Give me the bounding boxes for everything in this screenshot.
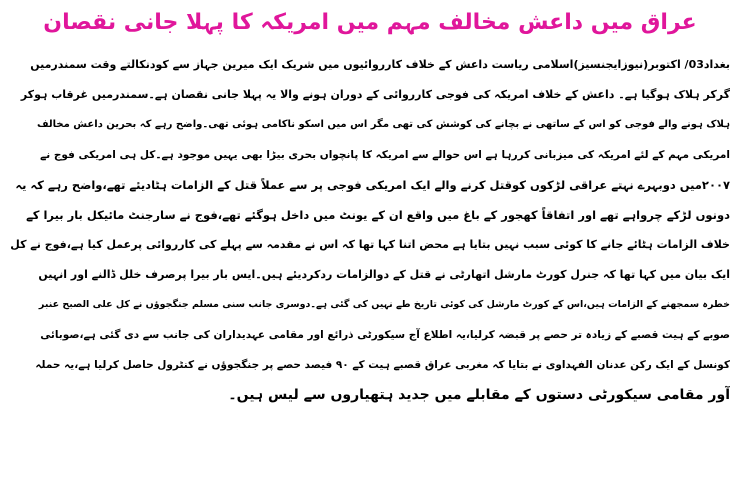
article-line: گرکر ہلاک ہوگیا ہے۔ داعش کے خلاف امریکہ کی فوجی کارروائی کے دوران ہونے والا یہ پہلا جانی نقصان ہے۔سمندرمیں غرقاب ہوکر <box>20 88 730 101</box>
article-line: ایک بیان میں کہا تھا کہ جنرل کورٹ مارشل اتھارٹی نے قتل کے دوالزامات ردکردیئے ہیں۔ایس بار بیرا پرصرف خلل ڈالنے اور انہیں <box>38 268 730 281</box>
article-line: ۲۰۰۷میں دوبہرے نہتے عراقی لڑکوں کوقتل کرنے والے ایک امریکی فوجی پر سے عملاً قتل کے الزامات ہٹادیئے تھے،واضح رہے کہ یہ <box>15 178 730 192</box>
article-line: ہلاک ہونے والے فوجی کو اس کے ساتھی نے بچانے کی کوشش کی تھی مگر اس میں اسکو ناکامی ہوئی تھی۔واضح رہے کہ بحرین داعش مخالف <box>37 119 730 130</box>
article-headline: عراق میں داعش مخالف مہم میں امریکہ کا پہلا جانی نقصان <box>43 10 697 35</box>
article-line: خلاف الزامات ہٹائے جانے کا کوئی سبب نہیں بتایا ہے محض اتنا کہا تھا کہ اس نے مقدمہ سے پہلے کی کارروائی پرعمل کیا ہے،فوج نے کل <box>10 238 730 251</box>
article-line: امریکی مہم کے لئے امریکہ کی میزبانی کررہا ہے اس حوالے سے امریکہ کا پانچواں بحری بیڑا بھی یہیں موجود ہے۔کل ہی امریکی فوج نے <box>40 149 730 161</box>
article-line: خطرہ سمجھنے کے الزامات ہیں،اس کے کورٹ مارشل کی کوئی تاریخ طے نہیں کی گئی ہے۔دوسری جانب سنی مسلم جنگجوؤں نے کل علی الصبح عنبر <box>38 299 730 310</box>
article-body <box>10 50 730 410</box>
article-line: دونوں لڑکے چرواہے تھے اور اتفاقاً کھجور کے باغ میں واقع ان کے یونٹ میں داخل ہوگئے تھے،فوج نے سارجنٹ مائیکل بار بیرا کے <box>26 208 730 222</box>
article-line: کونسل کے ایک رکن عدنان الفہداوی نے بتایا کہ مغربی عراق قصبے ہیت کے ۹۰ فیصد حصے پر جنگجوؤں نے کنٹرول حاصل کرلیا ہے،یہ حملہ <box>35 359 730 371</box>
article-line: صوبے کے ہیت قصبے کے زیادہ تر حصے پر قبضہ کرلیا،یہ اطلاع آج سیکورٹی ذرائع اور مقامی عہدیداران کی جانب سے دی گئی ہے،صوبائی <box>40 329 730 341</box>
article-line: بغداد03/ اکتوبر(نیوزایجنسیز)اسلامی ریاست داعش کے خلاف کارروائیوں میں شریک ایک میرین جہاز سے کودنکالتے وقت سمندرمیں <box>30 58 730 71</box>
article-line: آور مقامی سیکورٹی دستوں کے مقابلے میں جدید ہتھیاروں سے لیس ہیں۔ <box>228 387 730 403</box>
